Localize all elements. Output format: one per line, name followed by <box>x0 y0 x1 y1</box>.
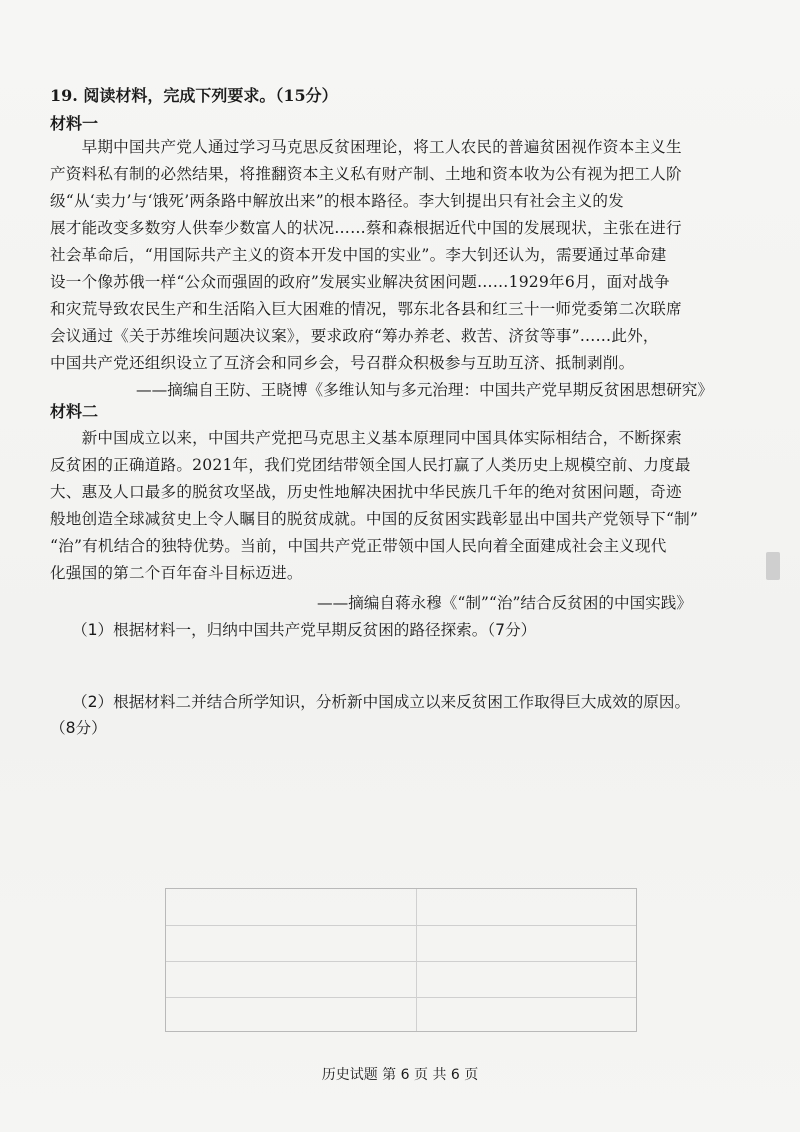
material1-line: 社会革命后，“用国际共产主义的资本开发中国的实业”。李大钊还认为，需要通过革命建 <box>50 246 667 264</box>
answer-line <box>166 961 636 962</box>
material2-paragraph <box>50 425 740 587</box>
subquestion-2-line1: （2）根据材料二并结合所学知识，分析新中国成立以来反贫困工作取得巨大成效的原因。 <box>72 693 691 711</box>
scan-edge-mark <box>766 552 780 580</box>
answer-line <box>166 997 636 998</box>
material1-paragraph <box>50 134 740 377</box>
subquestion-1: （1）根据材料一，归纳中国共产党早期反贫困的路径探索。（7分） <box>72 621 537 639</box>
material2-line: 化强国的第二个百年奋斗目标迈进。 <box>50 564 303 582</box>
material1-line: 级“从‘卖力’与‘饿死’两条路中解放出来”的根本路径。李大钊提出只有社会主义的发 <box>50 192 624 210</box>
material2-line: 新中国成立以来，中国共产党把马克思主义基本原理同中国具体实际相结合，不断探索 <box>50 429 682 447</box>
material1-line: 产资料私有制的必然结果，将推翻资本主义私有财产制、土地和资本收为公有视为把工人阶 <box>50 165 682 183</box>
material2-heading: 材料二 <box>50 402 99 421</box>
material1-line: 会议通过《关于苏维埃问题决议案》，要求政府“筹办养老、救苦、济贫等事”……此外， <box>50 327 659 345</box>
material2-line: 反贫困的正确道路。2021年，我们党团结带领全国人民打赢了人类历史上规模空前、力度最 <box>50 456 691 474</box>
material1-line: 展才能改变多数穷人供奉少数富人的状况……蔡和森根据近代中国的发展现状，主张在进行 <box>50 219 682 237</box>
material1-line: 和灾荒导致农民生产和生活陷入巨大困难的情况，鄂东北各县和红三十一师党委第二次联席 <box>50 300 682 318</box>
material2-line: 大、惠及人口最多的脱贫攻坚战，历史性地解决困扰中华民族几千年的绝对贫困问题，奇迹 <box>50 483 682 501</box>
material1-heading: 材料一 <box>50 114 99 133</box>
page-footer: 历史试题 第 6 页 共 6 页 <box>321 1067 479 1083</box>
material1-line: 中国共产党还组织设立了互济会和同乡会，号召群众积极参与互助互济、抵制剥削。 <box>50 354 635 372</box>
answer-divider <box>416 889 417 1031</box>
material1-line: 设一个像苏俄一样“公众而强固的政府”发展实业解决贫困问题……1929年6月，面对战争 <box>50 273 670 291</box>
material1-line: 早期中国共产党人通过学习马克思反贫困理论，将工人农民的普遍贫困视作资本主义生 <box>50 138 682 156</box>
material2-line: 般地创造全球减贫史上令人瞩目的脱贫成就。中国的反贫困实践彰显出中国共产党领导下“制” <box>50 510 699 528</box>
subquestion-2-line2: （8分） <box>50 719 107 737</box>
answer-line <box>166 925 636 926</box>
material2-line: “治”有机结合的独特优势。当前，中国共产党正带领中国人民向着全面建成社会主义现代 <box>50 537 667 555</box>
answer-box[interactable] <box>165 888 637 1032</box>
material1-source: ——摘编自王防、王晓博《多维认知与多元治理：中国共产党早期反贫困思想研究》 <box>136 381 713 399</box>
question-title: 19. 阅读材料，完成下列要求。（15分） <box>50 86 338 105</box>
material2-source: ——摘编自蒋永穆《“制”“治”结合反贫困的中国实践》 <box>317 594 692 612</box>
